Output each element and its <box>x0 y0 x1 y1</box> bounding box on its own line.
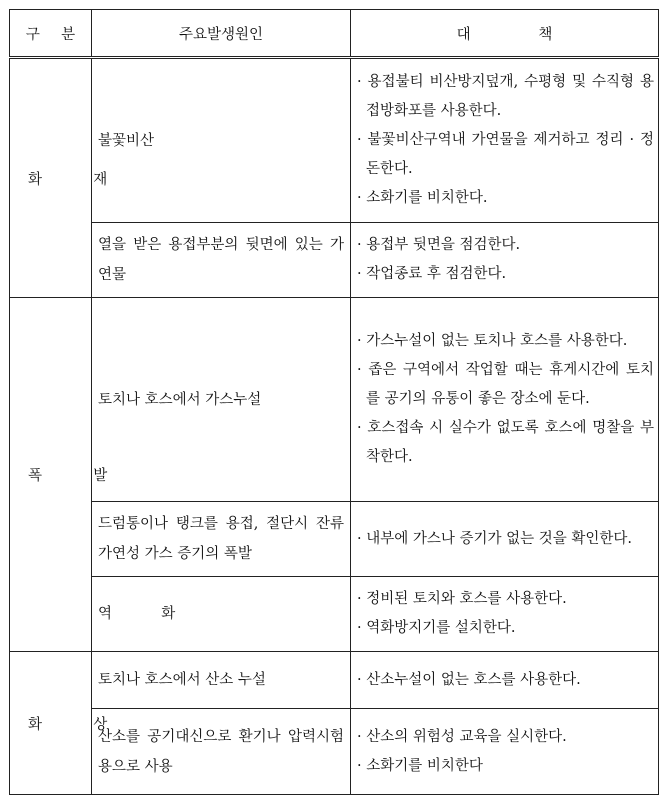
measure-item: · 역화방지기를 설치한다. <box>357 620 516 636</box>
measure-item: · 불꽃비산구역내 가연물을 제거하고 정리 · 정돈한다. <box>357 132 654 177</box>
measure-item: · 소화기를 비치한다 <box>357 757 483 774</box>
table-row <box>10 502 659 577</box>
measure-item: · 소화기를 비치한다. <box>357 190 488 206</box>
table-row <box>10 58 659 223</box>
measure-item: · 좁은 구역에서 작업할 때는 휴게시간에 토치를 공기의 유통이 좋은 장소에 둔다. <box>357 362 654 407</box>
category-fire: 화 재 <box>10 58 92 298</box>
header-row <box>10 10 659 58</box>
cause-cell: 드럼통이나 탱크를 용접, 절단시 잔류 가연성 가스 증기의 폭발 <box>92 502 351 577</box>
header-category: 구 분 <box>10 10 92 58</box>
measures-cell <box>351 577 659 652</box>
cause-cell: 산소를 공기대신으로 환기나 압력시험용으로 사용 <box>92 709 351 795</box>
cause-cell: 토치나 호스에서 산소 누설 <box>92 652 351 709</box>
measure-item: · 내부에 가스나 증기가 없는 것을 확인한다. <box>357 530 632 547</box>
cause-cell: 역 화 <box>92 577 351 652</box>
measures-cell <box>351 298 659 502</box>
measures-cell <box>351 709 659 795</box>
measure-item: · 작업종료 후 점검한다. <box>357 266 507 282</box>
measure-item: · 용접부 뒷면을 점검한다. <box>357 237 521 253</box>
header-measures: 대 책 <box>351 10 659 58</box>
cause-cell: 불꽃비산 <box>92 58 351 223</box>
cause-cell: 토치나 호스에서 가스누설 <box>92 298 351 502</box>
table-row <box>10 223 659 298</box>
category-burn: 화 상 <box>10 652 92 795</box>
measure-item: · 산소누설이 없는 호스를 사용한다. <box>357 671 581 688</box>
category-explosion: 폭 발 <box>10 298 92 652</box>
table-row <box>10 709 659 795</box>
header-cause: 주요발생원인 <box>92 10 351 58</box>
measures-cell <box>351 58 659 223</box>
measures-cell <box>351 502 659 577</box>
measures-cell <box>351 652 659 709</box>
table-row <box>10 652 659 709</box>
measures-table <box>9 9 659 795</box>
cause-cell: 열을 받은 용접부분의 뒷면에 있는 가연물 <box>92 223 351 298</box>
table-row <box>10 577 659 652</box>
table-row <box>10 298 659 502</box>
measure-item: · 호스접속 시 실수가 없도록 호스에 명찰을 부착한다. <box>357 420 654 465</box>
measures-cell <box>351 223 659 298</box>
measure-item: · 용접불티 비산방지덮개, 수평형 및 수직형 용접방화포를 사용한다. <box>357 74 654 119</box>
measure-item: · 산소의 위험성 교육을 실시한다. <box>357 728 567 745</box>
measure-item: · 정비된 토치와 호스를 사용한다. <box>357 591 567 607</box>
measure-item: · 가스누설이 없는 토치나 호스를 사용한다. <box>357 333 628 349</box>
